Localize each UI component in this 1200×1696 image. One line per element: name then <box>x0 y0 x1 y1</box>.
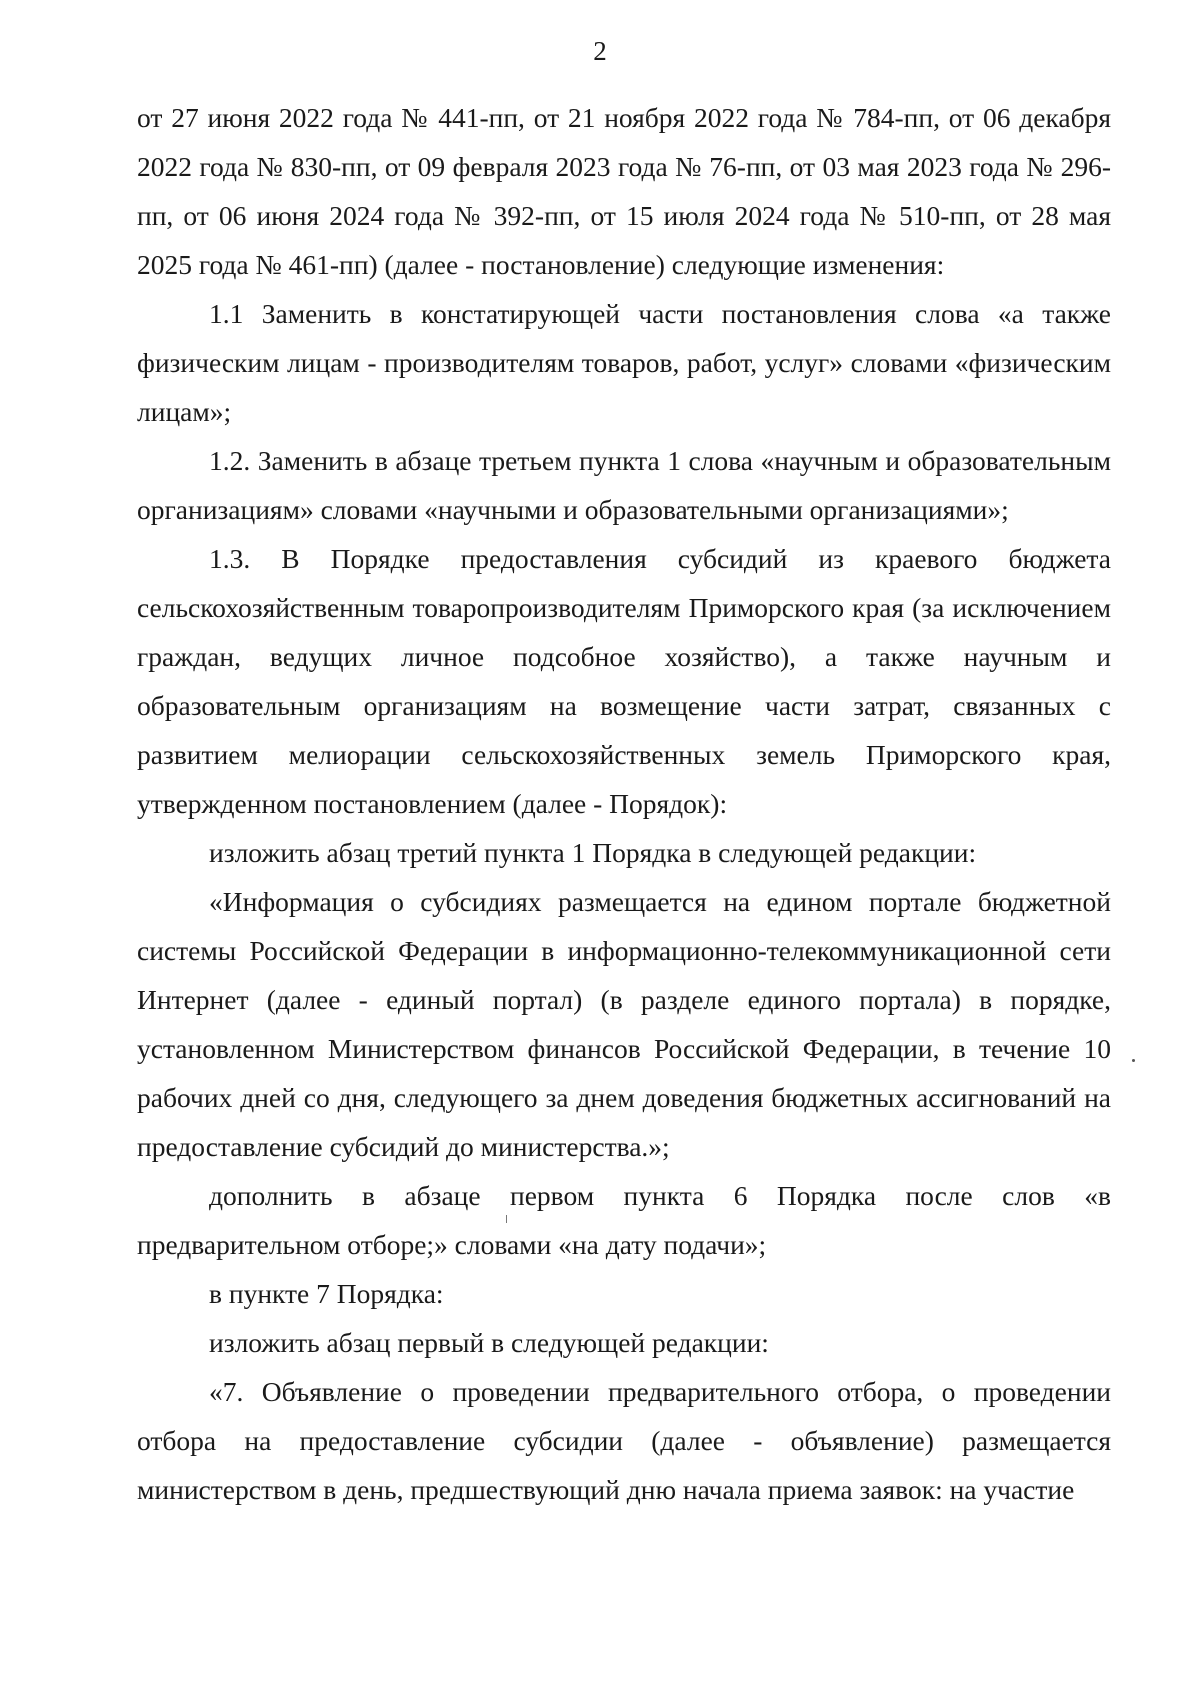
paragraph-point-7-heading: в пункте 7 Порядка: <box>209 1278 444 1309</box>
scan-speck <box>1132 1059 1135 1062</box>
paragraph-item-1-1: 1.1 Заменить в констатирующей части постановления слова «а также физическим лицам - производителям товаров, работ, услуг» словами «физическим лицам»; <box>137 298 1111 427</box>
paragraph-item-1-2: 1.2. Заменить в абзаце третьем пункта 1 слова «научным и образовательным организациям» словами «научными и образовательными организациями»; <box>137 445 1111 525</box>
paragraph-amended-resolutions-list: от 27 июня 2022 года № 441-пп, от 21 ноября 2022 года № 784-пп, от 06 декабря 2022 года № 830-пп, от 09 февраля 2023 года № 76-пп, от 03 мая 2023 года № 296-пп, от 06 июня 2024 года № 392-пп, от 15 июля 2024 года № 510-пп, от 28 мая 2025 года № 461-пп) (далее - постановление) следующие изменения: <box>137 102 1111 280</box>
paragraph-amend-point-1: изложить абзац третий пункта 1 Порядка в следующей редакции: <box>209 837 977 868</box>
paragraph-subsidy-information: «Информация о субсидиях размещается на едином портале бюджетной системы Российской Федерации в информационно-телекоммуникационной сети Интернет (далее - единый портал) (в разделе единого портала) в порядке, установленном Министерством финансов Российской Федерации, в течение 10 рабочих дней со дня, следующего за днем доведения бюджетных ассигнований на предоставление субсидий до министерства.»; <box>137 886 1111 1162</box>
document-body <box>137 93 1111 1514</box>
page-number: 2 <box>593 36 607 66</box>
paragraph-point-7-first-para: изложить абзац первый в следующей редакции: <box>209 1327 769 1358</box>
scan-speck <box>506 1215 507 1223</box>
paragraph-amend-point-6: дополнить в абзаце первом пункта 6 Порядка после слов «в предварительном отборе;» словами «на дату подачи»; <box>137 1180 1111 1260</box>
paragraph-item-1-3: 1.3. В Порядке предоставления субсидий из краевого бюджета сельскохозяйственным товаропроизводителям Приморского края (за исключением граждан, ведущих личное подсобное хозяйство), а также научным и образовательным организациям на возмещение части затрат, связанных с развитием мелиорации сельскохозяйственных земель Приморского края, утвержденном постановлением (далее - Порядок): <box>137 543 1111 819</box>
paragraph-point-7-announcement: «7. Объявление о проведении предварительного отбора, о проведении отбора на предоставление субсидии (далее - объявление) размещается министерством в день, предшествующий дню начала приема заявок: на участие <box>137 1376 1111 1505</box>
